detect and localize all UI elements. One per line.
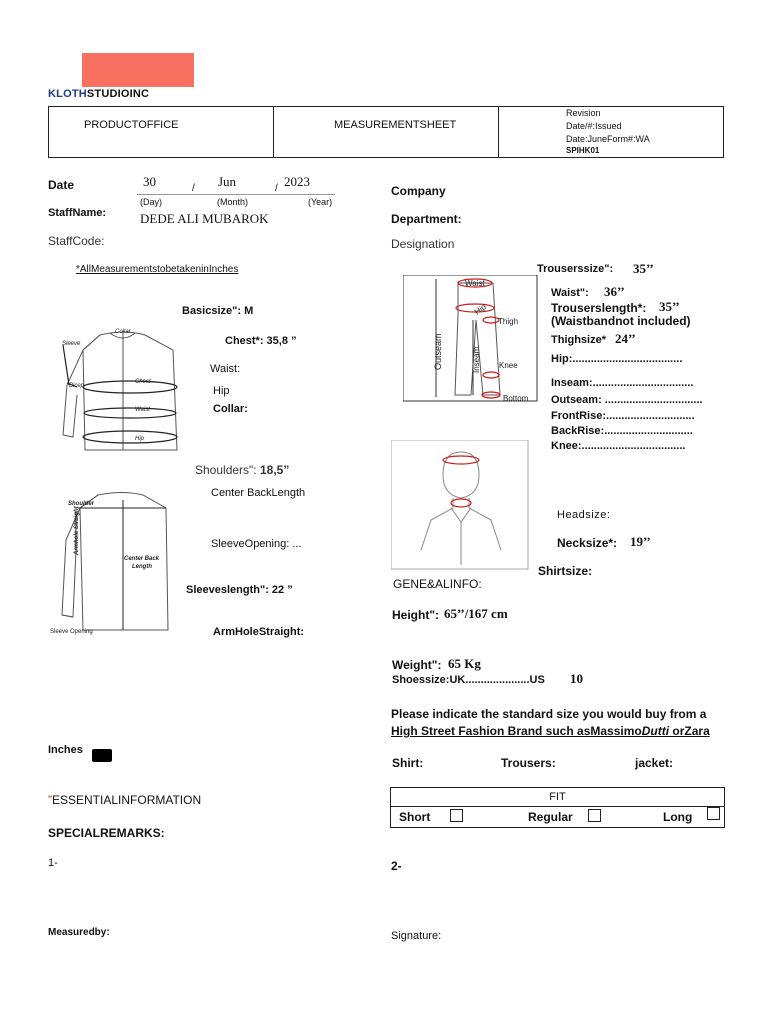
shirt-back-label-length: Length xyxy=(132,564,152,570)
thigh-size-label: Thighsize* xyxy=(551,334,607,346)
sleeve-opening-label: SleeveOpening: ... xyxy=(211,538,302,550)
header-sheet: MEASUREMENTSHEET xyxy=(334,119,457,131)
pants-label-inseam: Inseam xyxy=(472,346,481,373)
fit-long-label: Long xyxy=(663,810,693,824)
shirt-label-bicep: Bicep xyxy=(69,383,85,389)
collar-label: Collar: xyxy=(213,403,248,415)
header-rev1: Revision xyxy=(566,108,601,118)
center-back-label: Center BackLength xyxy=(211,487,306,499)
shirt-back-label-sleeve-opening: Sleeve Opening xyxy=(50,629,93,635)
shirt-brand-label: Shirt: xyxy=(392,756,424,770)
head-size-label: Headsize: xyxy=(557,509,611,521)
department-label: Department: xyxy=(391,212,462,226)
basic-size: Basicsize": M xyxy=(182,305,254,317)
shoe-size-value: 10 xyxy=(570,671,583,686)
hip-field: Hip:.................................... xyxy=(551,353,683,365)
date-day: 30 xyxy=(143,174,156,189)
pants-label-knee: Knee xyxy=(499,361,518,370)
waist-value-right: 36’’ xyxy=(604,284,625,299)
shoe-size-label: Shoessize:UK.....................US xyxy=(392,674,545,686)
pants-label-outseam: Outseam xyxy=(433,333,443,370)
trousers-size-value: 35’’ xyxy=(633,261,654,276)
height-label: Height": xyxy=(392,608,440,622)
header-rev3: Date:JuneForm#:WA xyxy=(566,134,650,144)
staff-name-value: DEDE ALI MUBAROK xyxy=(140,211,269,226)
pants-label-hip: Hip xyxy=(472,302,488,317)
date-label: Date xyxy=(48,178,75,192)
head-neck-diagram xyxy=(391,440,529,570)
outseam-field: Outseam: ................................ xyxy=(551,394,703,406)
jacket-brand-label: jacket: xyxy=(635,756,674,770)
front-rise-field: FrontRise:............................. xyxy=(551,410,695,422)
brand-name: KLOTHSTUDIOINC xyxy=(48,88,150,100)
neck-size-value: 19’’ xyxy=(630,534,651,549)
essential-information-heading: ESSENTIALINFORMATION xyxy=(52,793,202,807)
company-label: Company xyxy=(391,184,446,198)
pants-label-thigh: Thigh xyxy=(498,317,519,326)
header-office: PRODUCTOFFICE xyxy=(84,119,179,131)
fit-heading: FIT xyxy=(391,788,724,807)
waist-label-right: Waist": xyxy=(551,287,589,299)
header-table xyxy=(48,106,724,158)
indicate-text-2: High Street Fashion Brand such asMassimoDutti orZara xyxy=(391,724,710,738)
measured-by-label: Measuredby: xyxy=(48,927,110,938)
measurement-note: *AllMeasurementstobetakeninInches xyxy=(76,264,239,275)
staff-name-label: StaffName: xyxy=(48,207,107,219)
fit-regular-checkbox[interactable] xyxy=(588,809,601,822)
inches-label: Inches xyxy=(48,744,83,756)
shirt-front-diagram xyxy=(55,325,180,455)
staff-code-label: StaffCode: xyxy=(48,234,105,248)
redacted-mark xyxy=(92,749,112,762)
indicate-text-1: Please indicate the standard size you would buy from a xyxy=(391,707,707,721)
fit-short-label: Short xyxy=(399,810,431,824)
trousers-length-label: Trouserslength*: xyxy=(551,301,647,315)
shirt-label-sleeve: Sleeve xyxy=(62,341,81,347)
trousers-size-label: Trouserssize": xyxy=(537,263,614,275)
signature-label: Signature: xyxy=(391,930,442,942)
designation-label: Designation xyxy=(391,237,455,251)
shirt-back-label-shoulder: Shoulder xyxy=(68,501,95,507)
height-value: 65’’/167 cm xyxy=(444,606,508,621)
shirt-label-waist: Waist xyxy=(135,407,150,413)
waist-label: Waist: xyxy=(210,363,241,375)
fit-regular-label: Regular xyxy=(528,810,573,824)
inseam-field: Inseam:................................. xyxy=(551,377,694,389)
back-rise-field: BackRise:............................. xyxy=(551,425,693,437)
waistband-note: (Waistbandnot included) xyxy=(551,314,691,328)
shirt-size-label: Shirtsize: xyxy=(538,564,593,578)
date-year: 2023 xyxy=(284,174,310,189)
shirt-back-label-center: Center Back xyxy=(124,556,160,562)
knee-field: Knee:.................................. xyxy=(551,440,686,452)
general-info-heading: GENE&ALINFO: xyxy=(393,577,482,591)
date-month: Jun xyxy=(218,174,237,189)
chest-value: Chest*: 35,8 ” xyxy=(225,335,297,347)
shirt-label-chest: Chest xyxy=(135,379,151,385)
sleeve-length-value: Sleeveslength": 22 ” xyxy=(186,584,293,596)
fit-short-checkbox[interactable] xyxy=(450,809,463,822)
neck-size-label: Necksize*: xyxy=(557,536,618,550)
weight-label: Weight": xyxy=(392,658,442,672)
pants-diagram xyxy=(403,275,538,402)
shirt-label-collar: Collar xyxy=(115,329,131,335)
trousers-brand-label: Trousers: xyxy=(501,756,556,770)
shirt-back-diagram xyxy=(48,490,173,640)
trousers-length-value: 35’’ xyxy=(659,299,680,314)
remark-1: 1- xyxy=(48,857,58,869)
logo-block xyxy=(82,53,194,87)
remark-2: 2- xyxy=(391,859,402,873)
header-rev2: Date/#:Issued xyxy=(566,121,622,131)
shirt-back-label-armhole: Armhole Straight xyxy=(74,506,80,555)
hip-label: Hip xyxy=(213,385,230,397)
armhole-label: ArmHoleStraight: xyxy=(213,626,305,638)
fit-table xyxy=(390,787,725,828)
shoulders-label: Shoulders": 18,5” xyxy=(195,463,290,477)
thigh-size-value: 24’’ xyxy=(615,331,636,346)
weight-value: 65 Kg xyxy=(448,656,481,671)
shirt-label-hip: Hip xyxy=(135,436,145,442)
pants-label-bottom: Bottom xyxy=(503,394,529,402)
header-rev4: SPIHK01 xyxy=(566,146,600,155)
fit-long-checkbox[interactable] xyxy=(707,807,720,820)
pants-label-waist: Waist xyxy=(465,279,485,288)
special-remarks-heading: SPECIALREMARKS: xyxy=(48,826,165,840)
